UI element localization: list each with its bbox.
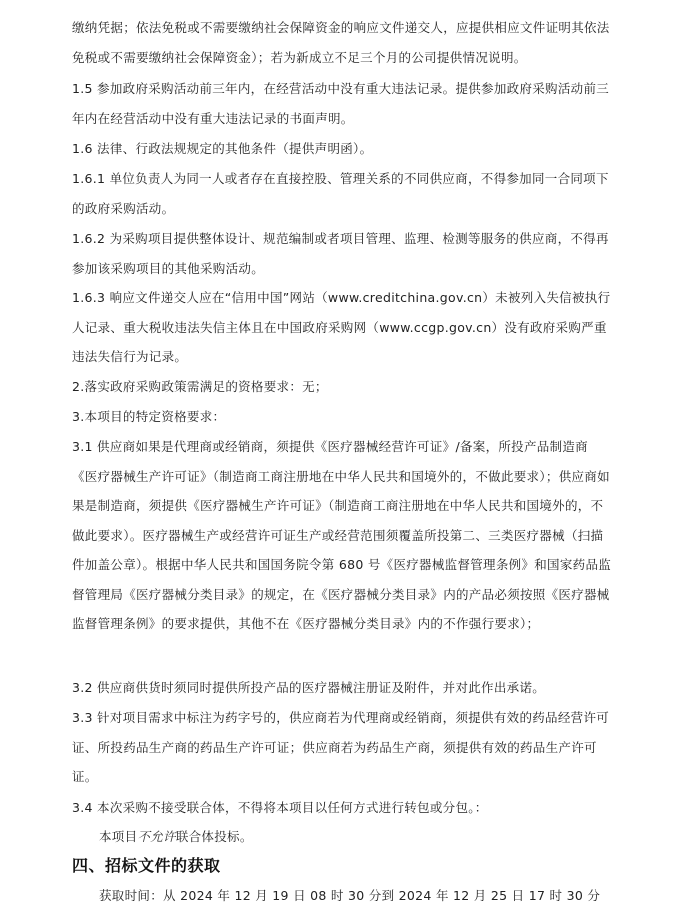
consortium-after: 联合体投标。 (175, 829, 253, 844)
consortium-not-allowed: 不允许 (137, 829, 176, 844)
paragraph-2: 2.落实政府采购政策需满足的资格要求：无； (72, 379, 328, 394)
acquisition-time-value: 从 2024 年 12 月 19 日 08 时 30 分到 2024 年 12 月 25 日 17 时 30 分 (163, 888, 601, 903)
paragraph-social-security-cont: 缴纳凭据；依法免税或不需要缴纳社会保障资金的响应文件递交人，应提供相应文件证明其依法免税或不需要缴纳社会保障资金）；若为新成立不足三个月的公司提供情况说明。 (72, 20, 610, 65)
acquisition-time-label: 获取时间： (99, 888, 164, 903)
section-heading: 四、招标文件的获取 (72, 856, 221, 875)
paragraph-1-6: 1.6 法律、行政法规规定的其他条件（提供声明函）。 (72, 141, 373, 156)
paragraph-1-6-1: 1.6.1 单位负责人为同一人或者存在直接控股、管理关系的不同供应商，不得参加同一合同项下的政府采购活动。 (72, 171, 609, 216)
paragraph-1-6-2: 1.6.2 为采购项目提供整体设计、规范编制或者项目管理、监理、检测等服务的供应商，不得再参加该采购项目的其他采购活动。 (72, 231, 609, 276)
consortium-statement (99, 822, 639, 852)
paragraph-3-3: 3.3 针对项目需求中标注为药字号的，供应商若为代理商或经销商，须提供有效的药品经营许可证、所投药品生产商的药品生产许可证；供应商若为药品生产商，须提供有效的药品生产许可证。 (72, 710, 610, 784)
paragraph-1-6-3: 1.6.3 响应文件递交人应在“信用中国”网站（www.creditchina.gov.cn）未被列入失信被执行人记录、重大税收违法失信主体且在中国政府采购网（www.ccgp.gov.cn）没有政府采购严重违法失信行为记录。 (72, 290, 611, 364)
paragraph-3-2: 3.2 供应商供货时须同时提供所投产品的医疗器械注册证及附件，并对此作出承诺。 (72, 680, 546, 695)
consortium-before: 本项目 (99, 829, 138, 844)
paragraph-3-4: 3.4 本次采购不接受联合体，不得将本项目以任何方式进行转包或分包。： (72, 800, 488, 815)
paragraph-3: 3.本项目的特定资格要求： (72, 409, 226, 424)
paragraph-1-5: 1.5 参加政府采购活动前三年内，在经营活动中没有重大违法记录。提供参加政府采购活动前三年内在经营活动中没有重大违法记录的书面声明。 (72, 81, 610, 126)
paragraph-3-1: 3.1 供应商如果是代理商或经销商，须提供《医疗器械经营许可证》/备案，所投产品制造商《医疗器械生产许可证》（制造商工商注册地在中华人民共和国境外的，不做此要求）；供应商如果是制造商，须提供《医疗器械生产许可证》（制造商工商注册地在中华人民共和国境外的，不做此要求）。医疗器械生产或经营许可证生产或经营范围须覆盖所投第二、三类医疗器械（扫描件加盖公章）。根据中华人民共和国国务院令第 680 号《医疗器械监督管理条例》和国家药品监督管理局《医疗器械分类目录》的规定，在《医疗器械分类目录》内的产品必须按照《医疗器械监督管理条例》的要求提供，其他不在《医疗器械分类目录》内的不作强行要求）； (72, 439, 612, 631)
acquisition-time (99, 881, 619, 911)
